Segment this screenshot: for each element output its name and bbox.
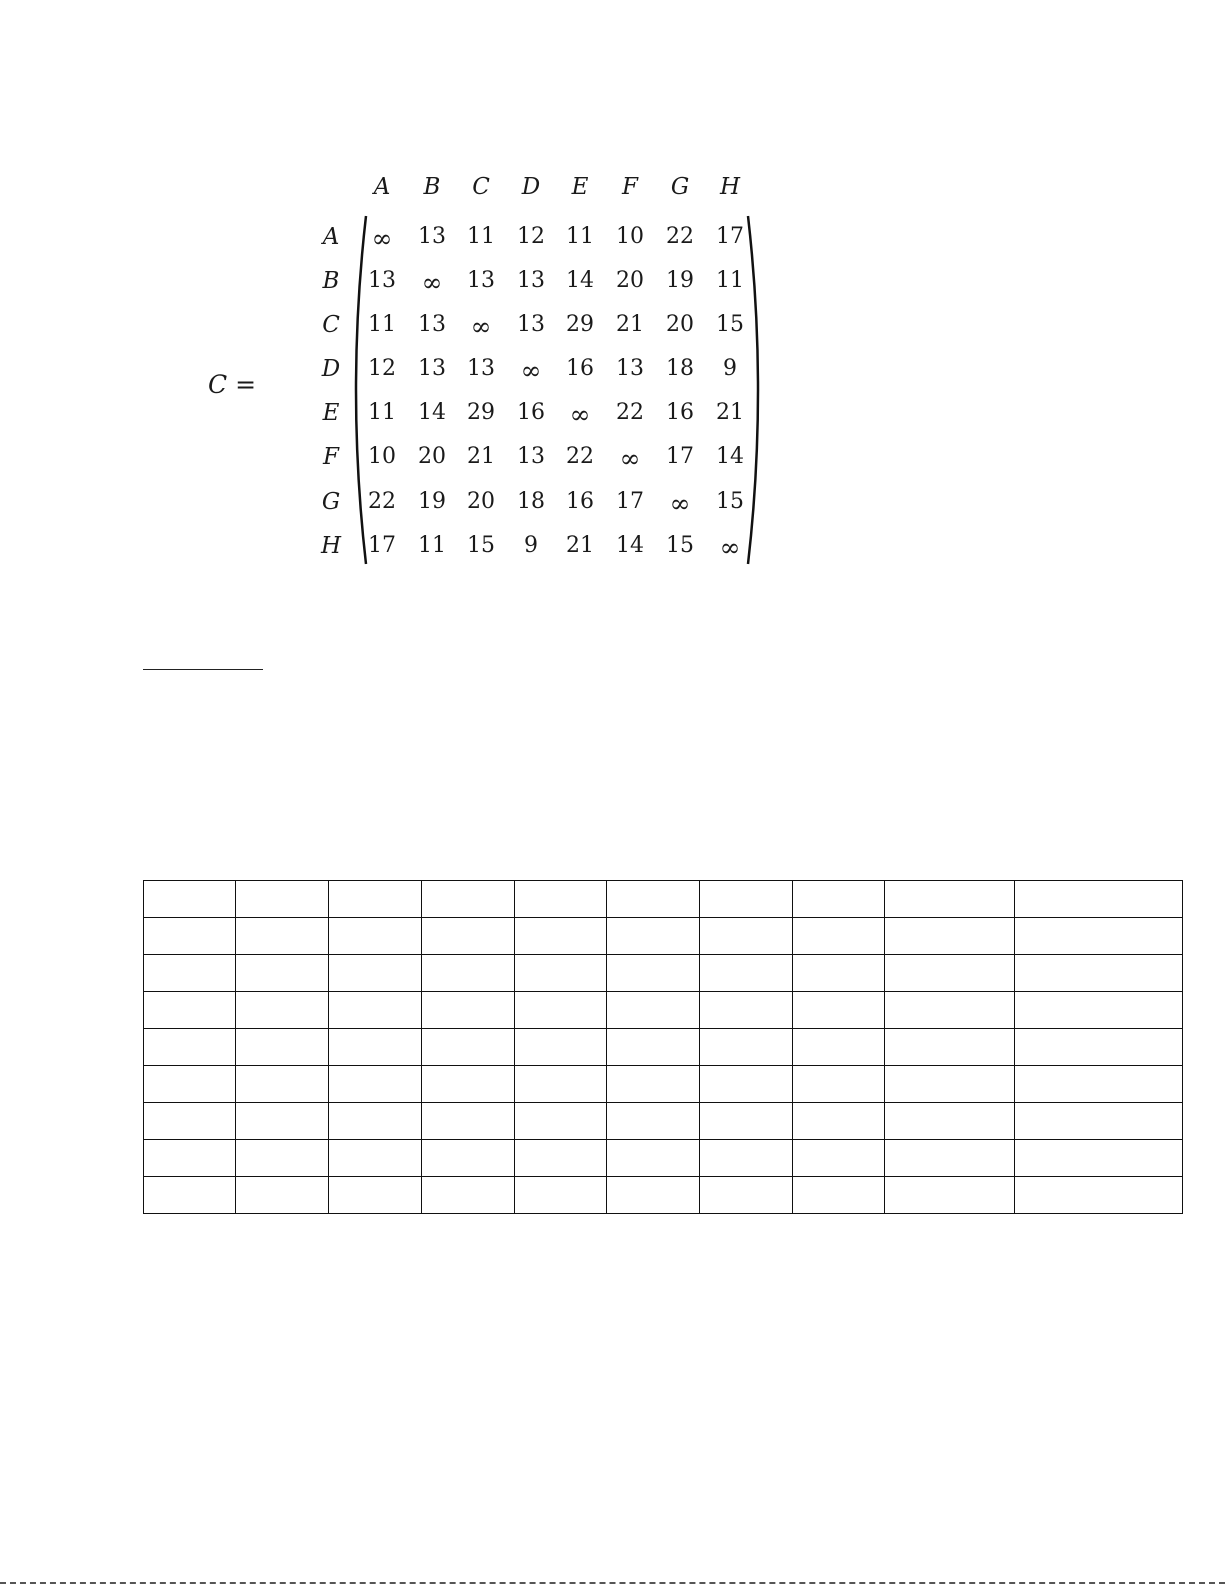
matrix-cell: 13 <box>517 312 545 337</box>
matrix-cell: 12 <box>517 224 545 249</box>
matrix-cell: 11 <box>716 268 744 293</box>
table-cell <box>422 918 515 955</box>
matrix-cell: 11 <box>368 312 396 337</box>
table-cell <box>700 1140 793 1177</box>
matrix-cell: 16 <box>666 400 694 425</box>
matrix-cell: 19 <box>666 268 694 293</box>
matrix-cell: 14 <box>716 444 744 469</box>
table-cell <box>329 955 422 992</box>
table-cell <box>885 992 1015 1029</box>
table-cell <box>236 992 329 1029</box>
table-cell <box>236 918 329 955</box>
matrix-cell: 13 <box>467 268 495 293</box>
table-cell <box>1015 918 1183 955</box>
matrix-cell: 13 <box>368 268 396 293</box>
table-cell <box>793 955 885 992</box>
matrix-cell: 17 <box>666 444 694 469</box>
table-cell <box>422 1140 515 1177</box>
table-cell <box>329 1177 422 1214</box>
matrix-cell: 13 <box>418 356 446 381</box>
table-cell <box>144 881 236 918</box>
table-cell <box>885 918 1015 955</box>
matrix-cell: 13 <box>616 356 644 381</box>
table-cell <box>700 1177 793 1214</box>
table-row <box>144 1103 1183 1140</box>
table-row <box>144 918 1183 955</box>
table-cell <box>885 1066 1015 1103</box>
right-parenthesis <box>748 216 758 564</box>
matrix-cell: 20 <box>418 444 446 469</box>
table-cell <box>793 881 885 918</box>
table-cell <box>422 1103 515 1140</box>
table-row <box>144 1066 1183 1103</box>
table-cell <box>144 1140 236 1177</box>
table-cell <box>607 1103 700 1140</box>
matrix-name: C <box>208 370 228 399</box>
table-cell <box>329 1103 422 1140</box>
column-header-f: F <box>622 174 638 200</box>
table-cell <box>236 1140 329 1177</box>
table-cell <box>793 918 885 955</box>
table-row <box>144 881 1183 918</box>
matrix-cell: 12 <box>368 356 396 381</box>
matrix-cell: 19 <box>418 489 446 514</box>
matrix-cell: 15 <box>716 312 744 337</box>
matrix-cell: 13 <box>418 312 446 337</box>
matrix-cell: 11 <box>418 533 446 558</box>
matrix-parentheses <box>0 0 1225 620</box>
table-cell <box>607 1177 700 1214</box>
table-cell <box>515 1029 607 1066</box>
table-cell <box>236 881 329 918</box>
table-cell <box>422 955 515 992</box>
matrix-cell: 14 <box>566 268 594 293</box>
table-cell <box>885 1029 1015 1066</box>
table-cell <box>236 955 329 992</box>
table-cell <box>515 992 607 1029</box>
table-cell <box>329 1066 422 1103</box>
matrix-cell: 9 <box>723 356 737 381</box>
table-cell <box>700 918 793 955</box>
page-bottom-rule <box>0 1582 1225 1584</box>
matrix-cell: 17 <box>616 489 644 514</box>
table-cell <box>1015 881 1183 918</box>
table-cell <box>793 1140 885 1177</box>
matrix-cell: 13 <box>517 444 545 469</box>
matrix-cell: 20 <box>666 312 694 337</box>
table-row <box>144 1029 1183 1066</box>
matrix-cell: 13 <box>418 224 446 249</box>
matrix-cell: 11 <box>467 224 495 249</box>
table-cell <box>700 992 793 1029</box>
answer-table <box>143 880 1183 1214</box>
matrix-cell: 14 <box>616 533 644 558</box>
table-cell <box>885 1103 1015 1140</box>
matrix-cell: 29 <box>566 312 594 337</box>
row-header-b: B <box>322 268 340 294</box>
table-cell <box>607 881 700 918</box>
matrix-cell: 10 <box>616 224 644 249</box>
row-header-f: F <box>323 444 339 470</box>
table-cell <box>144 1177 236 1214</box>
table-cell <box>700 1066 793 1103</box>
table-cell <box>144 992 236 1029</box>
table-cell <box>1015 1066 1183 1103</box>
table-cell <box>515 1177 607 1214</box>
table-cell <box>793 1103 885 1140</box>
matrix-cell: ∞ <box>719 533 741 562</box>
table-cell <box>793 1177 885 1214</box>
table-cell <box>422 1177 515 1214</box>
table-cell <box>422 1029 515 1066</box>
equals-sign: = <box>235 370 257 399</box>
matrix-cell: 16 <box>566 356 594 381</box>
table-cell <box>329 1029 422 1066</box>
table-cell <box>1015 1140 1183 1177</box>
row-header-e: E <box>322 400 340 426</box>
matrix-cell: ∞ <box>520 356 542 385</box>
matrix-cell: 18 <box>666 356 694 381</box>
table-cell <box>793 992 885 1029</box>
matrix-cell: ∞ <box>569 400 591 429</box>
table-row <box>144 1177 1183 1214</box>
table-cell <box>236 1066 329 1103</box>
matrix-cell: ∞ <box>421 268 443 297</box>
matrix-cell: 21 <box>616 312 644 337</box>
row-header-a: A <box>322 224 340 250</box>
table-cell <box>607 918 700 955</box>
table-cell <box>607 992 700 1029</box>
left-parenthesis <box>356 216 366 564</box>
table-cell <box>236 1177 329 1214</box>
table-cell <box>515 881 607 918</box>
matrix-cell: ∞ <box>371 224 393 253</box>
table-cell <box>515 955 607 992</box>
column-header-b: B <box>423 174 441 200</box>
table-row <box>144 955 1183 992</box>
matrix-cell: 20 <box>467 489 495 514</box>
matrix-cell: 11 <box>566 224 594 249</box>
matrix-cell: 11 <box>368 400 396 425</box>
matrix-cell: 17 <box>368 533 396 558</box>
table-cell <box>700 1103 793 1140</box>
table-cell <box>885 1140 1015 1177</box>
table-cell <box>144 955 236 992</box>
matrix-cell: 15 <box>666 533 694 558</box>
table-cell <box>422 992 515 1029</box>
table-cell <box>1015 1177 1183 1214</box>
heading-underline <box>143 669 263 670</box>
table-cell <box>422 881 515 918</box>
matrix-cell: 20 <box>616 268 644 293</box>
table-cell <box>515 1140 607 1177</box>
table-cell <box>236 1103 329 1140</box>
table-cell <box>515 1066 607 1103</box>
matrix-cell: 22 <box>616 400 644 425</box>
matrix-cell: 14 <box>418 400 446 425</box>
table-cell <box>1015 992 1183 1029</box>
row-header-c: C <box>322 312 340 338</box>
matrix-cell: 9 <box>524 533 538 558</box>
matrix-cell: 21 <box>566 533 594 558</box>
matrix-cell: 22 <box>666 224 694 249</box>
table-cell <box>885 881 1015 918</box>
matrix-cell: ∞ <box>669 489 691 518</box>
table-cell <box>329 1140 422 1177</box>
matrix-cell: 15 <box>716 489 744 514</box>
table-cell <box>329 881 422 918</box>
matrix-cell: 10 <box>368 444 396 469</box>
table-cell <box>144 1066 236 1103</box>
table-cell <box>144 1103 236 1140</box>
matrix-cell: 18 <box>517 489 545 514</box>
table-cell <box>515 918 607 955</box>
matrix-cell: 21 <box>716 400 744 425</box>
matrix-cell: 16 <box>517 400 545 425</box>
table-cell <box>700 881 793 918</box>
table-cell <box>793 1029 885 1066</box>
table-cell <box>144 918 236 955</box>
table-cell <box>700 955 793 992</box>
table-cell <box>793 1066 885 1103</box>
row-header-d: D <box>321 356 341 382</box>
matrix-cell: ∞ <box>619 444 641 473</box>
table-cell <box>1015 1029 1183 1066</box>
matrix-cell: 17 <box>716 224 744 249</box>
table-cell <box>1015 955 1183 992</box>
matrix-cell: 13 <box>467 356 495 381</box>
table-cell <box>515 1103 607 1140</box>
matrix-cell: 29 <box>467 400 495 425</box>
row-header-g: G <box>321 489 341 515</box>
column-header-c: C <box>472 174 490 200</box>
table-cell <box>144 1029 236 1066</box>
column-header-h: H <box>719 174 741 200</box>
matrix-cell: ∞ <box>470 312 492 341</box>
table-cell <box>607 1029 700 1066</box>
table-cell <box>885 1177 1015 1214</box>
table-cell <box>607 955 700 992</box>
matrix-cell: 22 <box>368 489 396 514</box>
matrix-cell: 16 <box>566 489 594 514</box>
column-header-a: A <box>373 174 391 200</box>
table-cell <box>236 1029 329 1066</box>
table-cell <box>329 992 422 1029</box>
table-cell <box>607 1066 700 1103</box>
table-row <box>144 1140 1183 1177</box>
column-header-g: G <box>670 174 690 200</box>
table-cell <box>422 1066 515 1103</box>
matrix-cell: 21 <box>467 444 495 469</box>
table-cell <box>885 955 1015 992</box>
matrix-cell: 22 <box>566 444 594 469</box>
table-cell <box>329 918 422 955</box>
table-cell <box>1015 1103 1183 1140</box>
table-row <box>144 992 1183 1029</box>
table-cell <box>700 1029 793 1066</box>
row-header-h: H <box>320 533 342 559</box>
column-header-e: E <box>571 174 589 200</box>
table-cell <box>607 1140 700 1177</box>
column-header-d: D <box>521 174 541 200</box>
matrix-cell: 15 <box>467 533 495 558</box>
matrix-cell: 13 <box>517 268 545 293</box>
